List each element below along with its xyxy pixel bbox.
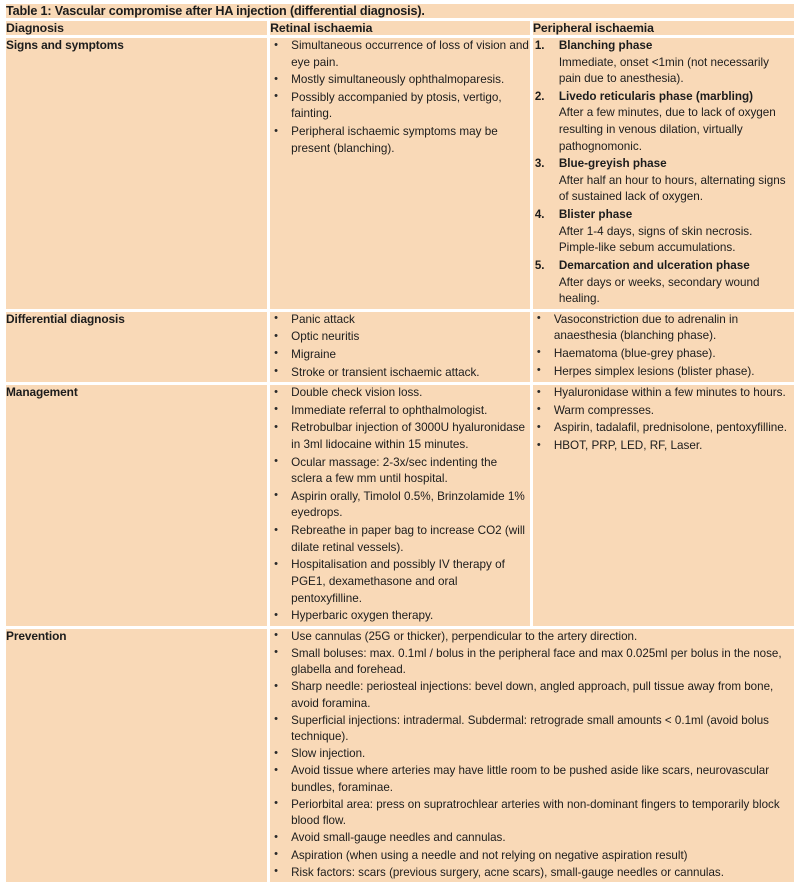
list-item: • Retrobulbar injection of 3000U hyaluronidase in 3ml lidocaine within 15 minutes. xyxy=(270,420,530,453)
table-row xyxy=(6,384,794,628)
column-header-peripheral-ischaemia: Peripheral ischaemia xyxy=(531,20,794,37)
list-item: • Possibly accompanied by ptosis, vertigo, fainting. xyxy=(270,90,530,123)
list-item: • Superficial injections: intradermal. Subdermal: retrograde small amounts < 0.1ml (avoid bolus technique). xyxy=(270,713,794,745)
list-item: • Small boluses: max. 0.1ml / bolus in the peripheral face and max 0.025ml per bolus in the nose, glabella and forehead. xyxy=(270,646,794,678)
row-label: Management xyxy=(6,385,78,400)
table-caption: Table 1: Vascular compromise after HA injection (differential diagnosis). xyxy=(6,4,794,20)
list-item: • Double check vision loss. xyxy=(270,385,530,402)
row-label: Prevention xyxy=(6,628,67,643)
table-header-row xyxy=(6,20,794,37)
row-label-cell-management xyxy=(6,384,269,628)
list-item: • Simultaneous occurrence of loss of vision and eye pain. xyxy=(270,38,530,71)
list-item: • Hyperbaric oxygen therapy. xyxy=(270,608,530,625)
cell-management-peripheral xyxy=(531,384,794,628)
table-row xyxy=(6,310,794,383)
phase-description: After days or weeks, secondary wound healing. xyxy=(558,275,760,306)
list-item: • Risk factors: scars (previous surgery, acne scars), small-gauge needles or cannulas. xyxy=(270,865,794,881)
list-item: • Ocular massage: 2-3x/sec indenting the sclera a few mm until hospital. xyxy=(270,455,530,488)
list-item: • Stroke or transient ischaemic attack. xyxy=(270,365,530,382)
row-label-cell-differential-diagnosis xyxy=(6,310,269,383)
signs-peripheral-phase-list xyxy=(533,38,794,308)
list-item: • Vasoconstriction due to adrenalin in anaesthesia (blanching phase). xyxy=(533,312,794,345)
phase-title: Demarcation and ulceration phase xyxy=(558,258,750,272)
list-item xyxy=(533,207,794,257)
list-item: • Rebreathe in paper bag to increase CO2 (will dilate retinal vessels). xyxy=(270,523,530,556)
list-item xyxy=(533,258,794,308)
management-retinal-list xyxy=(270,385,530,625)
list-item: • Slow injection. xyxy=(270,746,794,762)
list-item: • Avoid small-gauge needles and cannulas. xyxy=(270,830,794,846)
list-item: • Mostly simultaneously ophthalmoparesis. xyxy=(270,72,530,89)
phase-title: Blue-greyish phase xyxy=(558,157,667,171)
list-item: • Periorbital area: press on supratrochlear arteries with non-dominant fingers to temporarily block blood flow. xyxy=(270,797,794,829)
row-label-cell-signs-and-symptoms xyxy=(6,37,269,311)
phase-description: Immediate, onset <1min (not necessarily pain due to anesthesia). xyxy=(558,55,769,86)
management-peripheral-list xyxy=(533,385,794,454)
list-item: • Aspiration (when using a needle and not relying on negative aspiration result) xyxy=(270,848,794,864)
phase-description: After a few minutes, due to lack of oxygen resulting in venous dilation, virtually pathognomonic. xyxy=(558,106,776,153)
list-item: • Aspirin, tadalafil, prednisolone, pentoxyfilline. xyxy=(533,420,794,437)
cell-prevention xyxy=(269,627,794,882)
phase-title: Blister phase xyxy=(558,208,633,222)
list-item: • Hospitalisation and possibly IV therapy of PGE1, dexamethasone and oral pentoxyfilline. xyxy=(270,557,530,607)
list-item: • Panic attack xyxy=(270,312,530,329)
table-container xyxy=(6,4,794,879)
list-item: • Aspirin orally, Timolol 0.5%, Brinzolamide 1% eyedrops. xyxy=(270,489,530,522)
cell-differential-peripheral xyxy=(531,310,794,383)
row-label: Signs and symptoms xyxy=(6,38,124,52)
list-item: • Immediate referral to ophthalmologist. xyxy=(270,403,530,420)
phase-description: After half an hour to hours, alternating signs of sustained lack of oxygen. xyxy=(558,173,786,204)
column-header-diagnosis: Diagnosis xyxy=(6,20,269,37)
cell-differential-retinal xyxy=(269,310,532,383)
list-item: • Migraine xyxy=(270,347,530,364)
phase-title: Livedo reticularis phase (marbling) xyxy=(558,89,754,103)
list-item xyxy=(533,156,794,206)
list-item: • Warm compresses. xyxy=(533,403,794,420)
phase-description: After 1-4 days, signs of skin necrosis. Pimple-like sebum accumulations. xyxy=(558,224,753,255)
list-item: • Avoid tissue where arteries may have little room to be pushed aside like scars, neurovascular bundles, foraminae. xyxy=(270,763,794,795)
differential-retinal-list xyxy=(270,312,530,381)
list-item: • HBOT, PRP, LED, RF, Laser. xyxy=(533,438,794,455)
table-row xyxy=(6,37,794,311)
vascular-compromise-table xyxy=(6,4,794,882)
column-header-retinal-ischaemia: Retinal ischaemia xyxy=(269,20,532,37)
phase-title: Blanching phase xyxy=(558,39,653,52)
row-label-cell-prevention xyxy=(6,627,269,882)
list-item xyxy=(533,89,794,155)
list-item xyxy=(533,38,794,88)
list-item: • Hyaluronidase within a few minutes to hours. xyxy=(533,385,794,402)
table-row xyxy=(6,627,794,882)
differential-peripheral-list xyxy=(533,312,794,380)
cell-signs-retinal xyxy=(269,37,532,311)
signs-retinal-list xyxy=(270,38,530,157)
cell-management-retinal xyxy=(269,384,532,628)
list-item: • Haematoma (blue-grey phase). xyxy=(533,346,794,363)
list-item: • Optic neuritis xyxy=(270,329,530,346)
list-item: • Sharp needle: periosteal injections: bevel down, angled approach, pull tissue away from bone, avoid foramina. xyxy=(270,679,794,711)
cell-signs-peripheral xyxy=(531,37,794,311)
list-item: • Herpes simplex lesions (blister phase). xyxy=(533,364,794,381)
prevention-list xyxy=(270,629,794,881)
table-caption-row xyxy=(6,4,794,20)
list-item: • Peripheral ischaemic symptoms may be present (blanching). xyxy=(270,124,530,157)
row-label: Differential diagnosis xyxy=(6,311,125,326)
list-item: • Use cannulas (25G or thicker), perpendicular to the artery direction. xyxy=(270,629,794,645)
